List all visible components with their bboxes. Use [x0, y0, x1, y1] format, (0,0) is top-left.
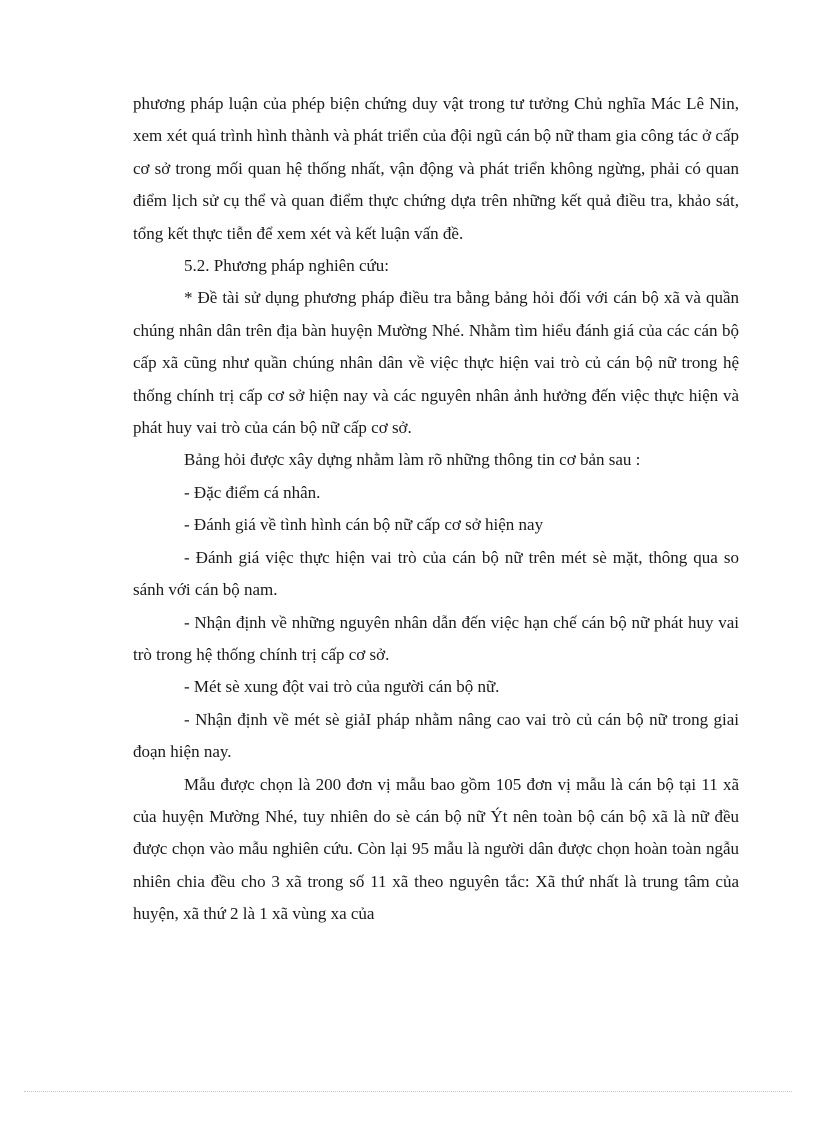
- list-item: - Nhận định về mét sè giảI pháp nhằm nâng cao vai trò củ cán bộ nữ trong giai đoạn hiện nay.: [133, 709, 739, 762]
- list-item: - Nhận định về những nguyên nhân dẫn đến việc hạn chế cán bộ nữ phát huy vai trò trong hệ thống chính trị cấp cơ sở.: [133, 612, 739, 664]
- list-item: - Mét sè xung đột vai trò của người cán bộ nữ.: [184, 677, 500, 697]
- paragraph-methodology-continued: phương pháp luận của phép biện chứng duy vật trong tư tưởng Chủ nghĩa Mác Lê Nin, xem xét quá trình hình thành và phát triển của đội ngũ cán bộ nữ tham gia công tác ở cấp cơ sở trong mối quan hệ thống nhất, vận động và phát triển không ngừng, phải có quan điểm lịch sử cụ thể và quan điểm thực chứng dựa trên những kết quả điều tra, khảo sát, tổng kết thực tiễn để xem xét và kết luận vấn đề.: [133, 94, 739, 243]
- list-item: - Đánh giá việc thực hiện vai trò của cán bộ nữ trên mét sè mặt, thông qua so sánh với cán bộ nam.: [133, 547, 739, 600]
- list-item: - Đánh giá về tình hình cán bộ nữ cấp cơ sở hiện nay: [184, 515, 544, 535]
- paragraph-sample-description: Mẫu được chọn là 200 đơn vị mẫu bao gồm 105 đơn vị mẫu là cán bộ tại 11 xã của huyện Mường Nhé, tuy nhiên do sè cán bộ nữ Ýt nên toàn bộ cán bộ xã là nữ đều được chọn vào mẫu nghiên cứu. Còn lại 95 mẫu là người dân được chọn hoàn toàn ngẫu nhiên chia đều cho 3 xã trong số 11 xã theo nguyên tắc: Xã thứ nhất là trung tâm của huyện, xã thứ 2 là 1 xã vùng xa của: [133, 774, 739, 924]
- document-body: [133, 88, 739, 931]
- paragraph-questionnaire-intro: Bảng hỏi được xây dựng nhằm làm rõ những thông tin cơ bản sau :: [184, 450, 641, 470]
- section-heading-5-2: 5.2. Phương pháp nghiên cứu:: [184, 256, 389, 276]
- paragraph-survey-method: * Đề tài sử dụng phương pháp điều tra bằng bảng hỏi đối với cán bộ xã và quần chúng nhân dân trên địa bàn huyện Mường Nhé. Nhằm tìm hiểu đánh giá của các cán bộ cấp xã cũng như quần chúng nhân dân về việc thực hiện vai trò củ cán bộ nữ trong hệ thống chính trị cấp cơ sở hiện nay và các nguyên nhân ảnh hưởng đến việc thực hiện và phát huy vai trò của cán bộ nữ cấp cơ sở.: [133, 288, 739, 438]
- page-bottom-divider: [24, 1091, 792, 1092]
- list-item: - Đặc điểm cá nhân.: [184, 482, 321, 502]
